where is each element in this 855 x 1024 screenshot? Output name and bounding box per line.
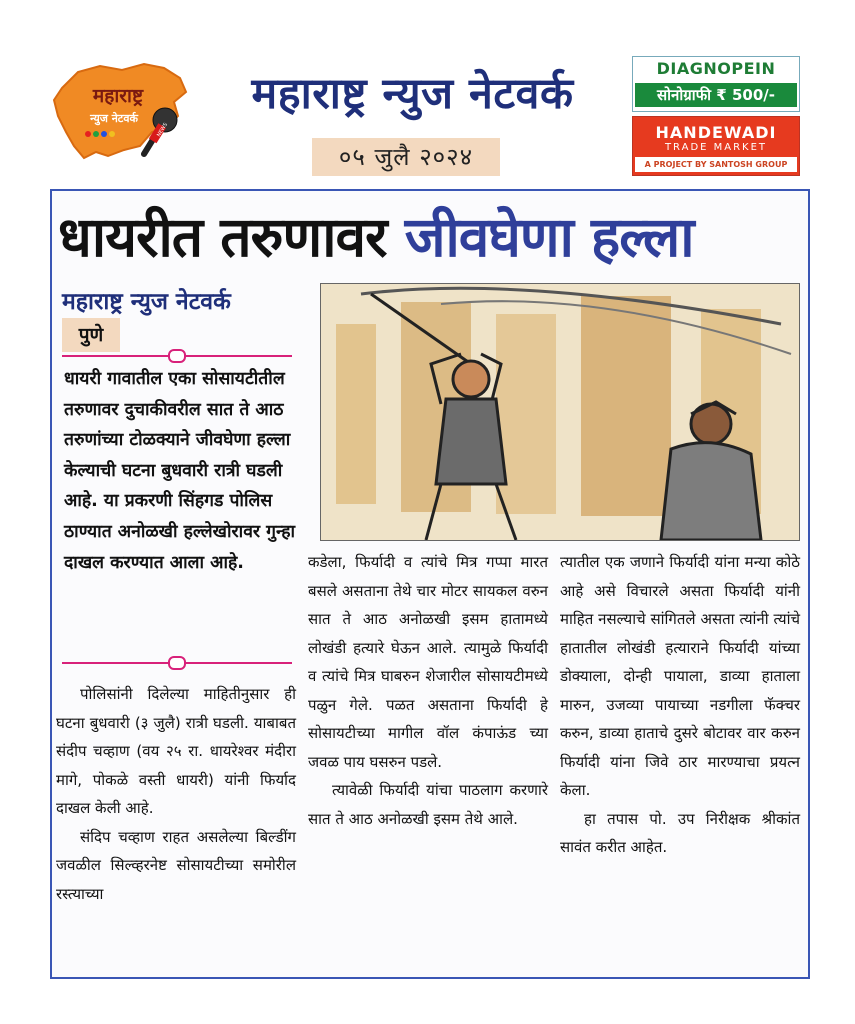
article-column-1	[56, 680, 296, 908]
article-lead: धायरी गावातील एका सोसायटीतील तरुणावर दुचाकीवरील सात ते आठ तरुणांच्या टोळक्याने जीवघेणा हल्ला केल्याची घटना बुधवारी रात्री घडली आहे. या प्रकरणी सिंहगड पोलिस ठाण्यात अनोळखी हल्लेखोरावर गुन्हा दाखल करण्यात आला आहे.	[64, 369, 296, 573]
col1-paragraph-1: पोलिसांनी दिलेल्या माहितीनुसार ही घटना बुधवारी (३ जुलै) रात्री घडली. याबाबत संदीप चव्हाण (वय २५ रा. धायरेश्वर मंदीरा मागे, पोकळे वस्ती धायरी) यांनी फिर्याद दाखल केली आहे.	[56, 685, 296, 817]
handewadi-name: HANDEWADI	[655, 123, 777, 142]
article-column-3	[560, 548, 800, 862]
mic-label: NEWS	[155, 121, 169, 138]
logo-title-text: महाराष्ट्र	[92, 85, 144, 107]
col3-paragraph-2: हा तपास पो. उप निरीक्षक श्रीकांत सावंत करीत आहेत.	[560, 809, 800, 856]
article-headline	[58, 198, 800, 276]
logo-subtitle-text: न्युज नेटवर्क	[90, 112, 138, 125]
divider-bottom-ornament	[168, 656, 186, 670]
col1-paragraph-2: संदिप चव्हाण राहत असलेल्या बिल्डींग जवळील सिल्व्हरनेष्ट सोसायटीच्या समोरील रस्त्याच्या	[56, 827, 296, 903]
headline-part2: जीवघेणा हल्ला	[404, 205, 694, 269]
maharashtra-map-logo	[48, 58, 190, 162]
article-column-2	[308, 548, 548, 833]
handewadi-sub: TRADE MARKET	[664, 142, 768, 153]
handewadi-tagline: A PROJECT BY SANTOSH GROUP	[635, 157, 797, 172]
publication-date: ०५ जुलै २०२४	[312, 138, 500, 176]
article-byline: महाराष्ट्र न्युज नेटवर्क	[62, 289, 231, 315]
headline-part1: धायरीत तरुणावर	[58, 205, 387, 269]
col2-paragraph-2: त्यावेळी फिर्यादी यांचा पाठलाग करणारे सात ते आठ अनोळखी इसम तेथे आले.	[308, 781, 548, 828]
col3-paragraph-1: त्यातील एक जणाने फिर्यादी यांना मन्या कोठे आहे असे विचारले असता फिर्यादी यांनी माहित नसल्याचे सांगितले असता त्यांनी त्यांचे हातातील लोखंडी हत्याराने फिर्यादी यांच्या डोक्याला, दोन्ही पायाला, डाव्या हाताला मारुन, उजव्या पायाच्या नडगीला फॅक्चर करुन, डाव्या हाताचे दुसरे बोटावर वार करुन फिर्यादी यांना जिवे ठार मारण्याचा प्रयत्न केला.	[560, 553, 800, 799]
diagnopein-offer: सोनोग्राफी ₹ 500/-	[635, 83, 797, 107]
attack-sketch-illustration	[320, 283, 800, 541]
diagnopein-ad[interactable]	[632, 56, 800, 112]
dateline-place: पुणे	[62, 318, 120, 352]
divider-top-ornament	[168, 349, 186, 363]
handewadi-ad[interactable]	[632, 116, 800, 176]
col2-paragraph-1: कडेला, फिर्यादी व त्यांचे मित्र गप्पा मारत बसले असताना तेथे चार मोटर सायकल वरुन सात ते आठ अनोळखी इसम हातामध्ये लोखंडी हत्यारे घेऊन आले. त्यामुळे फिर्यादी व त्यांचे मित्र घाबरुन शेजारील सोसायटीमध्ये पळुन गेले. पळत असताना फिर्यादी हे सोसायटीच्या मागील वॉल कंपाऊंड च्या जवळ पाय घसरुन पडले.	[308, 553, 548, 771]
diagnopein-brand: DIAGNOPEIN	[656, 59, 776, 78]
masthead-title: महाराष्ट्र न्युज नेटवर्क	[251, 69, 574, 119]
